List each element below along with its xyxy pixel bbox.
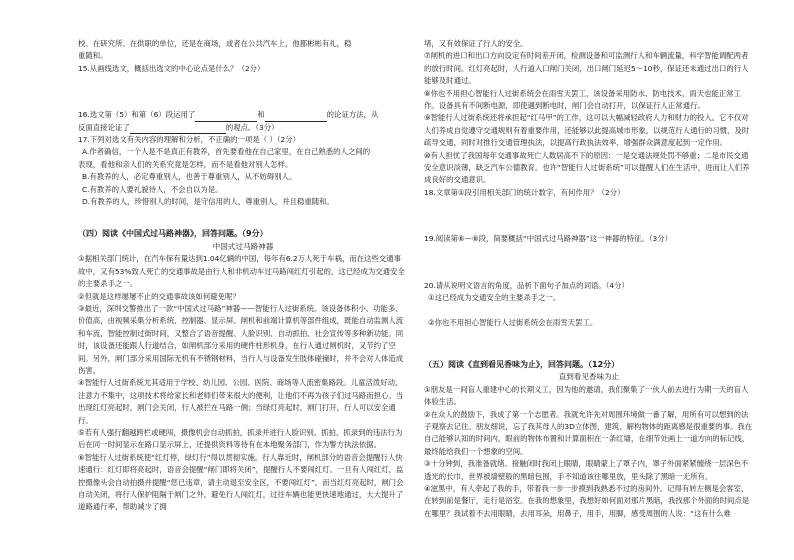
paragraph-5: ⑤若有人强行翻越跨栏或硬闯，摄像机会自动抓拍，抓录并进行人脸识别。抓拍、抓录到的违法行为后在同一时间显示在路口显示屏上，还提供资料等待有在本地聚务部门，作为警方执法依据。 [78, 427, 403, 450]
intro-line: 校、在研究所、在供职的单位，还是在商场，或者在公共汽车上，他都彬彬有礼，稳 [78, 39, 352, 48]
gap [78, 208, 408, 220]
answer-blank[interactable] [265, 113, 327, 122]
left-column [78, 38, 408, 514]
question-16: 16.选文第（5）和第（6）段运用了 和 的论证方法，从 [78, 109, 408, 121]
answer-space [424, 246, 754, 280]
option-d: D.有教养的人，珍惜别人的时间，是守信用的人，尊重别人，并且稳重随和。 [82, 197, 334, 207]
paragraph-8: ⑧你也不用担心智能行人过街系统会在雨雪天罢工，该设备采用防水、防电技术，雨天也能正常工作。设备具有不间断电源，即使遇到断电时，闸门会自动打开，以保证行人正常通行。 [424, 88, 742, 111]
option-c: C.有教养的人要礼貌待人，不会自以为是。 [82, 184, 223, 194]
question-19: 19.阅读第⑥—⑧段，简要概括“中国式过马路神器”这一神器的特征。（3分） [424, 234, 672, 244]
article-heading: 中国式过马路神器 [212, 241, 274, 251]
story-paragraph-3: ③十分钟到，我准备就绪。接触闭时我闭上眼睛，眼睛蒙上了罩子内，罩子外面紧紧缠绕一层深色不透光的长巾，世界被墙壁般的黑暗包围，手不知道该往哪里放，里头除了黑暗一无所有。 [424, 459, 749, 481]
answer-space [424, 305, 754, 317]
paragraph-3: ③最近，深圳交警推出了一款“中国式过马路”神器——智能行人过街系统。该设备体积小、功能多、价值高，由视频采集分析系统、控制器、显示屏、闸机和前端计算机等部件组成，既能自动监测人流和车流，智能控制过街时间，又整合了语音提醒、人脸识别、自动抓拍、社会宣传等多种新功能。同时，该设备还能跟人行道结合，如闸机部分采用的硬件柱形机身，在行人通过闸机时，又节约了空间。另外，闸门部分采用国际无机有不锈钢材料，当行人与设备发生肢体碰撞时，并不会对人体造成伤害。 [78, 303, 404, 375]
answer-space [78, 75, 408, 109]
paragraph-10: ⑩有人担忧了我国每年交通事故死亡人数居高不下的原因：一是交通法规处罚不够重；二是市民交通安全意识淡薄，缺乏汽车公德教育。也许“智能行人过街系统”可以提醒人们在生活中，进而让人们养成良好的交通意识。 [424, 150, 750, 185]
question-20-item-2: ②你也不用担心智能行人过街系统会在雨雪天罢工。 [428, 317, 598, 327]
question-15: 15.从画线选文，概括出选文的中心论点是什么？（2分） [78, 63, 265, 73]
question-20-item-1: ①这已经成为交通安全的主要杀手之一。 [428, 293, 561, 303]
section-4-title: （四）阅读《中国式过马路神器》，回答问题。（9分） [78, 229, 268, 239]
paragraph-6-cont: 堵，又有效保证了行人的安全。 [424, 39, 528, 48]
story-paragraph-2: ②在众人的鼓励下，我成了第一个志愿者。我就允许先对周围环境做一番了解，用所有可以想到的法子观察去记住。朋友细说，忘了我其母人的3D立体图，建筑、解构物体的距离感是很重要的事。我在自己能够认知的时间内，眼前的物体布置和计算面积在一条红墙，在细节处画上一道方向的标记线，最终能给我们一个想象的空间。 [424, 409, 753, 456]
paragraph-4: ④智能行人过街系统尤其适用于学校、幼儿园、公园、医院、商场等人流密集路段。儿童活泼好动，注意力不集中，这项技术将给家长和老师们带来很大的便利，让他们不再为孩子们过马路而担心。当出现红灯亮起时，闸门会关闭，行人被拦在马路一侧；当绿灯亮起时，闸门打开，行人可以安全通行。 [78, 378, 404, 425]
answer-blank[interactable] [130, 125, 226, 134]
question-20: 20.请从说明文语言的角度，品析下面句子加点的词语。（4分） [424, 280, 629, 290]
story-paragraph-4: ④滋黑中，有人牵起了我的手，带着我一步一步摸到我熟悉不过的房间外。记得有转左侧是会客室，在转到前是餐厅，走行是浴室。在我的想象里，我想好如何面对那片黑暗，我找那个外面的时间点是在哪里？我试着不去用眼睛，去用耳朵，用鼻子，用手，用脚，感受周围的人说：“这有什么难 [424, 483, 750, 518]
question-16-cont: 反面直接论证了 的观点。（3分） [78, 122, 408, 134]
section-5-title: （五）阅读《直到看见香味为止》，回答问题。（12分） [424, 359, 620, 369]
right-column [424, 38, 754, 520]
story-paragraph-1: ①朋友是一间盲人重建中心的长期义工，因为他的邀请，我们聚集了一伙人前去进行为期一天的盲人体验生活。 [424, 384, 749, 407]
paragraph-1: ①据相关部门统计，在汽车保有量达到1.04亿辆的中国，每年有6.2万人死于车祸，而在这些交通事故中，又有53%致人死亡的交通事故是由行人和非机动车过马路闯红灯引起的，这已经成为交通安全的主要杀手之一。 [78, 254, 405, 289]
paragraph-2: ②但就是这样屡屡不止的交通事故该如何避免呢？ [78, 291, 240, 301]
answer-space [424, 329, 754, 351]
option-a: A.作者确信，一个人是不是真正有教养，首先要看他在自己家里，在自己熟悉的人之间的 [82, 147, 371, 157]
option-a-cont: 表现，看他和亲人们的关系究竟是怎样，而不是看他对别人怎样。 [78, 159, 293, 169]
option-b: B.有教养的人，必定尊重别人，也善于尊重别人，从不妨碍别人。 [82, 172, 297, 182]
paragraph-7: ⑦闸机的进口和出口方向设定有时间差开闭，检测设备和可监测行人和车辆流量，科学智能调配两者的放行时间。红灯亮起时，人行道入口闸门关闭，出口闸门延迟5～10秒，保证还未通过出口的行人能够及时通过。 [424, 51, 749, 86]
question-18: 18.文章第①段引用相关部门的统计数字，有何作用？（2分） [424, 187, 625, 197]
answer-blank[interactable] [195, 113, 257, 122]
paragraph-9: ⑨智能行人过街系统还将承担起“红马甲”的工作，这可以大幅减轻政府人力和财力的投入。它不仅对人们养成自觉遵守交通规则有着重要作用，还能够以此提高城市形象，以规范行人通行的习惯，及时疏导交通，同时对推行交通管理执法，以提高行政执法效率、增强群众满意度起到一定作用。 [424, 113, 750, 148]
paragraph-6: ⑥智能行人过街系统使“红灯停，绿灯行”得以贯彻实施。行人靠近时，闸机部分的语音会提醒行人快速通行：红灯即将亮起时，语音会提醒“闸门即将关闭”，提醒行人不要闯红灯。一旦有人闯红灯，监控摄像头会自动拍摄并提醒“您已违章，请主动退至安全区，不要闯红灯”。而当红灯亮起时，闸门会自动关闭，将行人保护阻隔于闸门之外，避免行人闯红灯，过往车辆也能更快速地通过，大大提升了道路通行率，帮助减少了拥 [78, 452, 404, 512]
article-heading-2: 直到看见香味为止 [558, 372, 620, 382]
question-17: 17.下列对选文有关内容的理解和分析，不正确的一项是（ ）（2分） [78, 135, 301, 145]
answer-space [424, 199, 754, 233]
intro-line: 重随和。 [78, 51, 108, 61]
